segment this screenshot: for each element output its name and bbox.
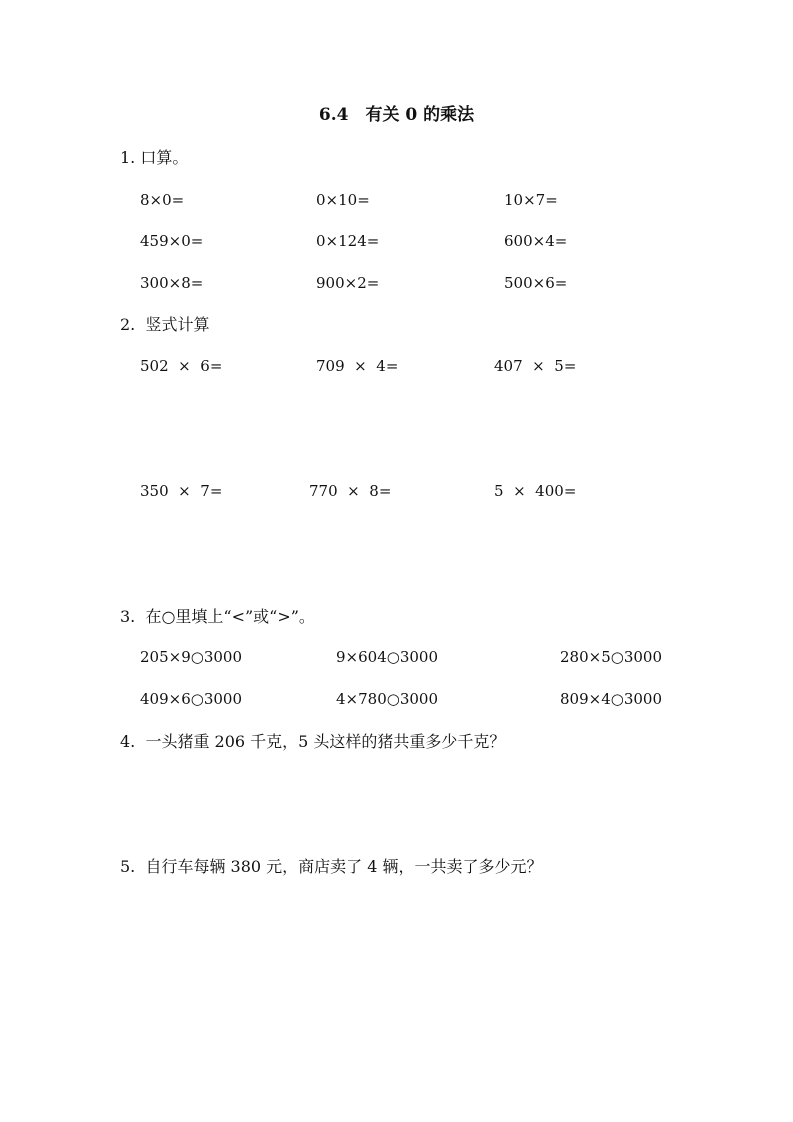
q3-compare: 809×4○3000 [560,690,663,708]
q1-expr: 0×10= [316,191,370,209]
q2-expr: 350 × 7= [140,482,223,500]
q3-compare: 205×9○3000 [140,648,243,666]
question-2-heading: 2. 竖式计算 [120,315,210,334]
q3-compare: 409×6○3000 [140,690,243,708]
q1-expr: 500×6= [504,274,568,292]
question-5-heading: 5. 自行车每辆 380 元，商店卖了 4 辆，一共卖了多少元？ [120,857,543,876]
question-4-heading: 4. 一头猪重 206 千克，5 头这样的猪共重多少千克？ [120,732,506,751]
question-3-heading: 3. 在○里填上“<”或“>”。 [120,607,315,626]
q2-expr: 709 × 4= [316,357,399,375]
q1-expr: 8×0= [140,191,185,209]
q1-expr: 0×124= [316,232,380,250]
q1-expr: 900×2= [316,274,380,292]
q2-expr: 407 × 5= [494,357,577,375]
q3-compare: 280×5○3000 [560,648,663,666]
q2-expr: 502 × 6= [140,357,223,375]
q3-compare: 4×780○3000 [336,690,439,708]
q3-compare: 9×604○3000 [336,648,439,666]
q2-expr: 770 × 8= [309,482,392,500]
q2-expr: 5 × 400= [494,482,577,500]
q1-expr: 300×8= [140,274,204,292]
q1-expr: 10×7= [504,191,558,209]
question-1-heading: 1. 口算。 [120,148,189,167]
page-title: 6.4 有关 0 的乘法 [318,105,475,125]
q1-expr: 600×4= [504,232,568,250]
q1-expr: 459×0= [140,232,204,250]
